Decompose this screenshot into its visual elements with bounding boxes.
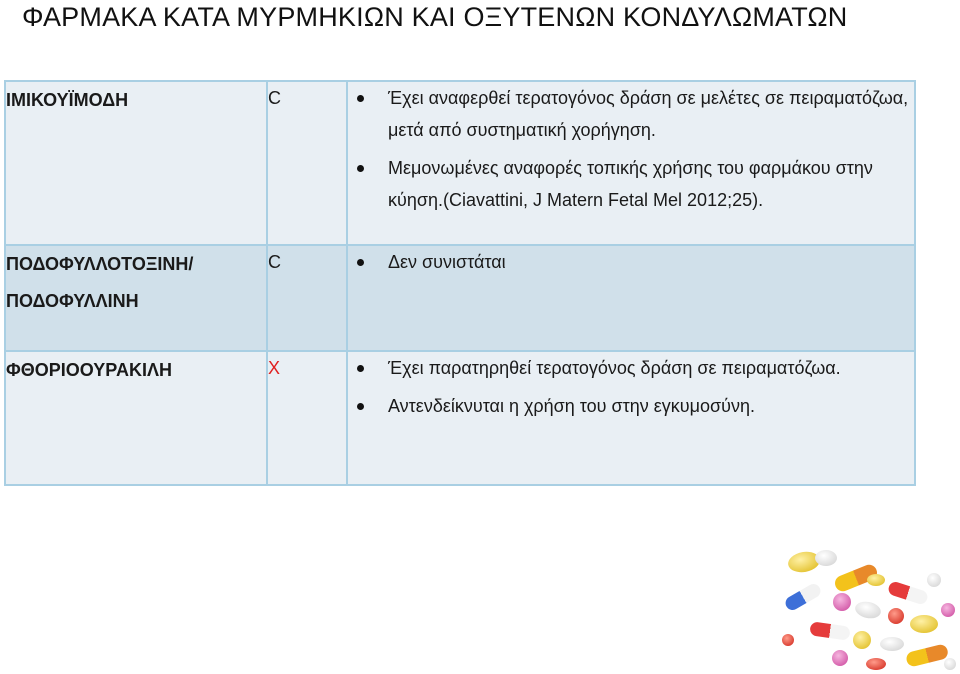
drug-name-cell [5, 245, 267, 351]
drug-name: ΦΘΟΡΙΟΟΥΡΑΚΙΛΗ [6, 360, 172, 380]
notes-list [348, 246, 914, 278]
page-title: ΦΑΡΜΑΚΑ ΚΑΤΑ ΜΥΡΜΗΚΙΩΝ ΚΑΙ ΟΞΥΤΕΝΩΝ ΚΟΝΔΥΛΩΜΑΤΩΝ [22, 2, 848, 32]
drug-pregnancy-table [4, 80, 916, 486]
notes-list [348, 82, 914, 216]
note-item: Αντενδείκνυται η χρήση του στην εγκυμοσύνη. [388, 390, 914, 422]
table-row [5, 351, 915, 485]
note-item: Δεν συνιστάται [388, 246, 914, 278]
drug-name: ΠΟΔΟΦΥΛΛΟΤΟΞΙΝΗ/ [6, 254, 194, 274]
notes-cell [347, 81, 915, 245]
notes-cell [347, 245, 915, 351]
drug-name: ΙΜΙΚΟΥΪΜΟΔΗ [6, 90, 129, 110]
table-row [5, 81, 915, 245]
drug-name-continued: ΠΟΔΟΦΥΛΛΙΝΗ [6, 291, 139, 311]
note-item: Έχει παρατηρηθεί τερατογόνος δράση σε πειραματόζωα. [388, 352, 914, 384]
pregnancy-category: C [267, 81, 347, 245]
pregnancy-category: X [267, 351, 347, 485]
table-row [5, 245, 915, 351]
drug-name-cell [5, 351, 267, 485]
pills-illustration-icon [764, 540, 960, 674]
note-item: Έχει αναφερθεί τερατογόνος δράση σε μελέτες σε πειραματόζωα, μετά από συστηματική χορήγηση. [388, 82, 914, 146]
drug-name-cell [5, 81, 267, 245]
notes-list [348, 352, 914, 422]
notes-cell [347, 351, 915, 485]
pregnancy-category: C [267, 245, 347, 351]
note-item: Μεμονωμένες αναφορές τοπικής χρήσης του φαρμάκου στην κύηση.(Ciavattini, J Matern Fetal Mel 2012;25). [388, 152, 914, 216]
